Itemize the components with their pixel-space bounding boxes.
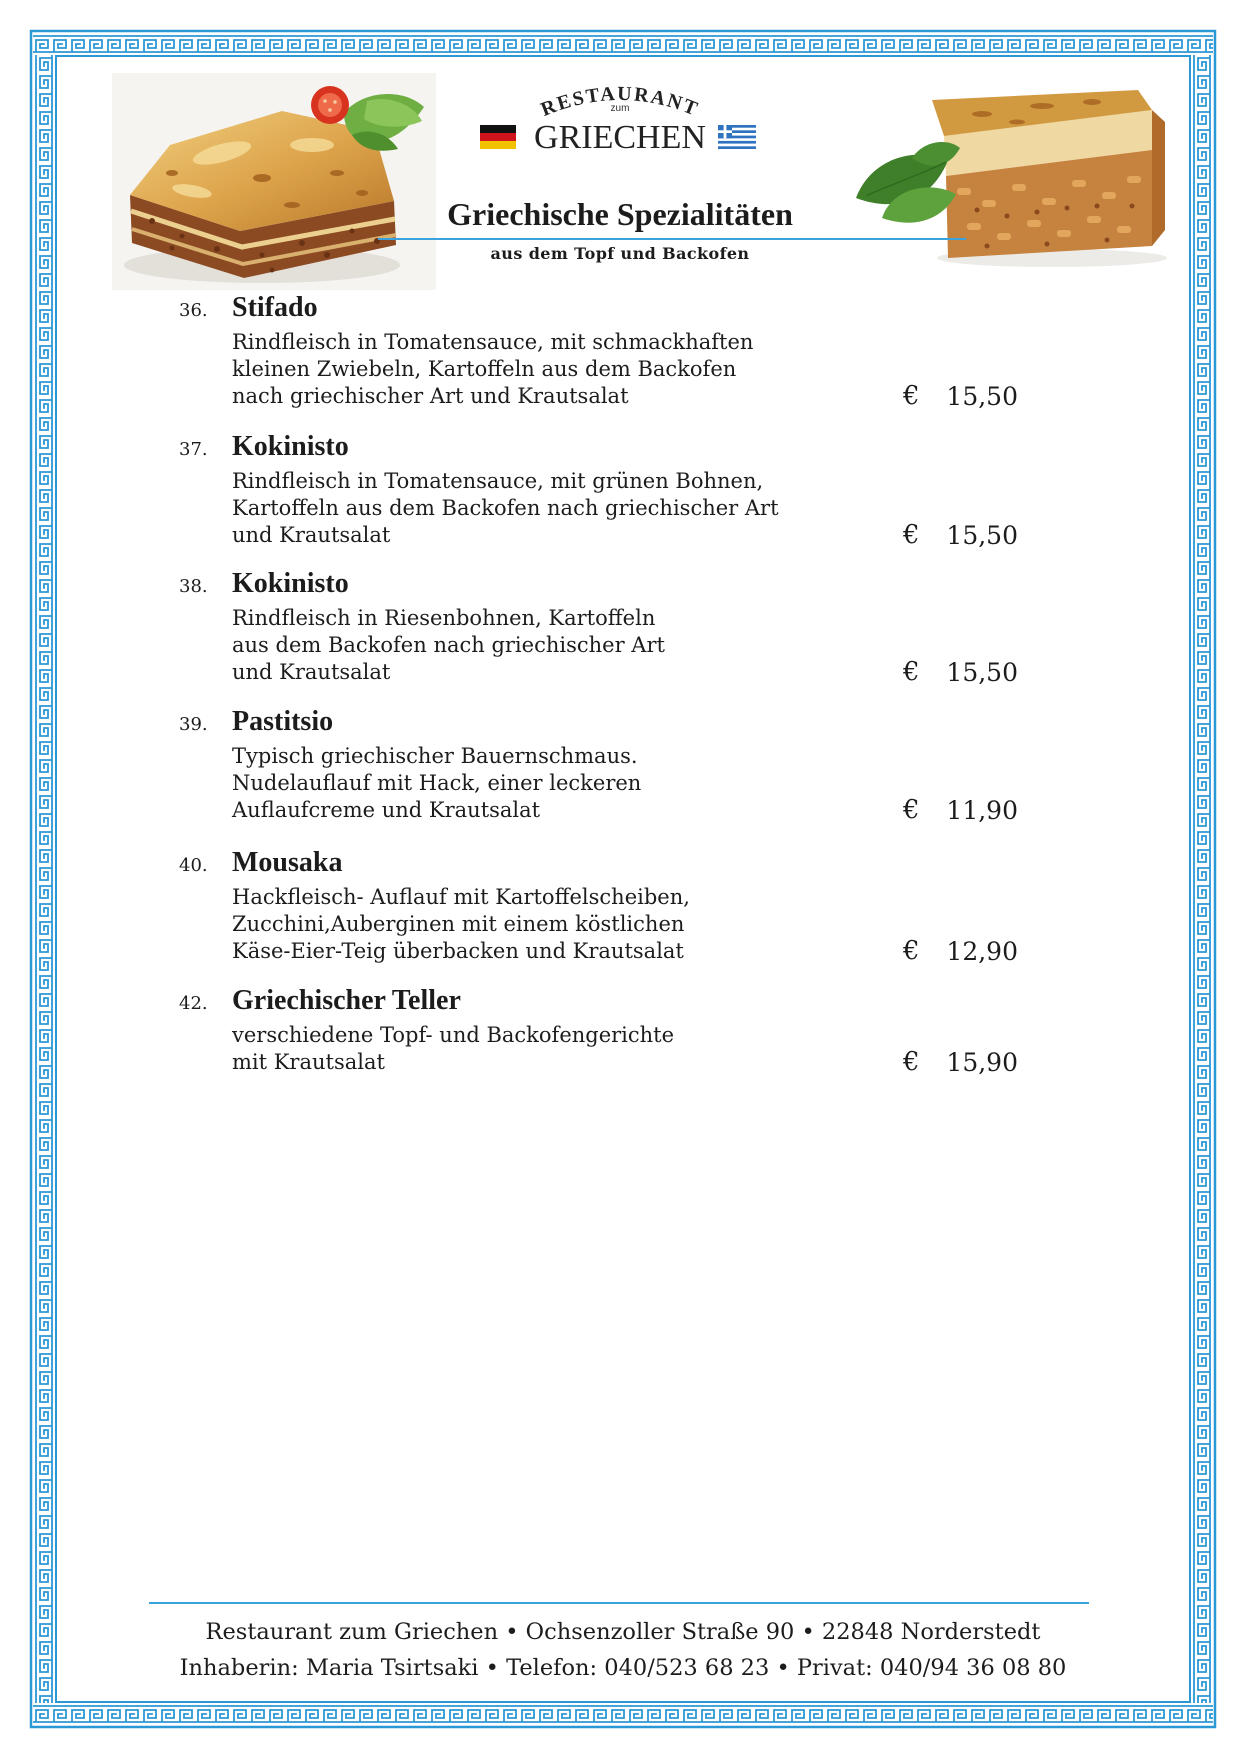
item-number: 37. (179, 439, 208, 460)
currency-symbol: € (903, 657, 920, 687)
menu-item (179, 707, 1039, 824)
price-amount: 15,50 (946, 382, 1018, 411)
item-number: 38. (179, 576, 208, 597)
item-number: 42. (179, 993, 208, 1014)
description-line: nach griechischer Art und Krautsalat (232, 384, 629, 408)
currency-symbol: € (903, 520, 920, 550)
item-price (903, 1049, 1018, 1076)
description-line: Rindfleisch in Tomatensauce, mit grünen Bohnen, (232, 469, 764, 493)
description-line: Hackfleisch- Auflauf mit Kartoffelscheiben, (232, 885, 690, 909)
item-name: Griechischer Teller (232, 985, 461, 1016)
currency-symbol: € (903, 381, 920, 411)
description-line: Kartoffeln aus dem Backofen nach griechischer Art (232, 496, 779, 520)
item-price (903, 383, 1018, 410)
page-subtitle: aus dem Topf und Backofen (490, 244, 750, 263)
description-line: aus dem Backofen nach griechischer Art (232, 633, 665, 657)
description-line: Typisch griechischer Bauernschmaus. (232, 744, 638, 768)
item-name: Mousaka (232, 847, 343, 878)
greek-flag-icon (718, 125, 756, 149)
item-name: Kokinisto (232, 431, 349, 462)
currency-symbol: € (903, 1047, 920, 1077)
menu-item (179, 986, 1039, 1076)
item-name: Stifado (232, 292, 318, 323)
item-number: 39. (179, 714, 208, 735)
menu-item (179, 848, 1039, 965)
logo-main-text: GRIECHEN (534, 119, 706, 156)
title-divider (378, 238, 966, 240)
price-amount: 15,50 (946, 521, 1018, 550)
pastitsio-photo (852, 88, 1170, 270)
menu-item (179, 432, 1039, 549)
item-number: 40. (179, 855, 208, 876)
description-line: und Krautsalat (232, 523, 391, 547)
logo-arc-text: RESTAURANT (537, 82, 703, 121)
item-number: 36. (179, 300, 208, 321)
price-amount: 15,50 (946, 658, 1018, 687)
description-line: mit Krautsalat (232, 1050, 385, 1074)
currency-symbol: € (903, 795, 920, 825)
description-line: Auflaufcreme und Krautsalat (232, 798, 541, 822)
item-price (903, 797, 1018, 824)
item-price (903, 938, 1018, 965)
logo-zum-text: zum (610, 103, 630, 114)
item-price (903, 659, 1018, 686)
menu-item (179, 569, 1039, 686)
description-line: Zucchini,Auberginen mit einem köstlichen (232, 912, 685, 936)
page-title: Griechische Spezialitäten (447, 196, 793, 232)
price-amount: 11,90 (946, 796, 1018, 825)
footer-divider (149, 1602, 1089, 1604)
footer-address: Restaurant zum Griechen • Ochsenzoller Straße 90 • 22848 Norderstedt (205, 1619, 1041, 1645)
description-line: kleinen Zwiebeln, Kartoffeln aus dem Backofen (232, 357, 737, 381)
item-name: Pastitsio (232, 706, 334, 737)
item-name: Kokinisto (232, 568, 349, 599)
moussaka-photo (112, 73, 436, 290)
menu-item (179, 293, 1039, 410)
description-line: Käse-Eier-Teig überbacken und Krautsalat (232, 939, 684, 963)
description-line: Nudelauflauf mit Hack, einer leckeren (232, 771, 642, 795)
item-price (903, 522, 1018, 549)
description-line: verschiedene Topf- und Backofengerichte (232, 1023, 675, 1047)
description-line: und Krautsalat (232, 660, 391, 684)
footer-contact: Inhaberin: Maria Tsirtsaki • Telefon: 040/523 68 23 • Privat: 040/94 36 08 80 (179, 1655, 1067, 1681)
price-amount: 15,90 (946, 1048, 1018, 1077)
german-flag-icon (480, 125, 516, 149)
restaurant-logo (470, 82, 770, 157)
footer (57, 1614, 1189, 1686)
description-line: Rindfleisch in Riesenbohnen, Kartoffeln (232, 606, 656, 630)
price-amount: 12,90 (946, 937, 1018, 966)
description-line: Rindfleisch in Tomatensauce, mit schmackhaften (232, 330, 754, 354)
currency-symbol: € (903, 936, 920, 966)
